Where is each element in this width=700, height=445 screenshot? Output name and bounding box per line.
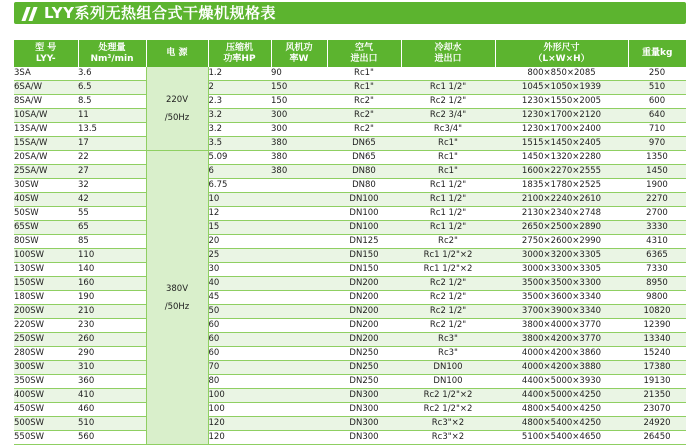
cell-weight: 12390 (628, 319, 686, 333)
table-row (14, 263, 686, 277)
cell-air: DN80 (327, 179, 401, 193)
cell-hp: 12 (208, 207, 271, 221)
cell-fan: 150 (271, 81, 327, 95)
cell-air: DN250 (327, 361, 401, 375)
table-row (14, 207, 686, 221)
cell-weight: 19130 (628, 375, 686, 389)
cell-dims: 4000×4200×3880 (495, 361, 628, 375)
cell-flow: 410 (78, 389, 146, 403)
cell-weight: 17380 (628, 361, 686, 375)
cell-dims: 4400×5000×3930 (495, 375, 628, 389)
cell-air: DN100 (327, 207, 401, 221)
cell-model: 20SA/W (14, 151, 78, 165)
cell-dims: 3000×3300×3305 (495, 263, 628, 277)
cell-air: DN200 (327, 333, 401, 347)
cell-hp: 120 (208, 417, 271, 431)
cell-air: DN250 (327, 347, 401, 361)
cell-air: Rc2" (327, 95, 401, 109)
cell-weight: 4310 (628, 235, 686, 249)
header-water: 冷却水 进出口 (401, 40, 495, 67)
table-row (14, 81, 686, 95)
cell-model: 65SW (14, 221, 78, 235)
cell-air: Rc2" (327, 109, 401, 123)
cell-air: DN100 (327, 193, 401, 207)
cell-water: Rc2 1/2" (401, 319, 495, 333)
cell-hp: 10 (208, 193, 271, 207)
cell-weight: 710 (628, 123, 686, 137)
cell-flow: 11 (78, 109, 146, 123)
cell-model: 100SW (14, 249, 78, 263)
cell-weight: 1900 (628, 179, 686, 193)
cell-model: 220SW (14, 319, 78, 333)
cell-fan (271, 221, 327, 235)
cell-flow: 17 (78, 137, 146, 151)
cell-weight: 7330 (628, 263, 686, 277)
page-title: LYY系列无热组合式干燥机规格表 (44, 4, 276, 22)
table-row (14, 333, 686, 347)
cell-fan: 300 (271, 123, 327, 137)
cell-flow: 160 (78, 277, 146, 291)
cell-air: DN300 (327, 389, 401, 403)
header-model: 型 号 LYY- (14, 40, 78, 67)
cell-fan (271, 347, 327, 361)
cell-fan (271, 207, 327, 221)
cell-dims: 1835×1780×2525 (495, 179, 628, 193)
cell-model: 10SA/W (14, 109, 78, 123)
cell-fan: 300 (271, 109, 327, 123)
cell-model: 350SW (14, 375, 78, 389)
cell-dims: 2100×2240×2610 (495, 193, 628, 207)
cell-dims: 800×850×2085 (495, 67, 628, 81)
table-row (14, 249, 686, 263)
table-row (14, 403, 686, 417)
cell-water: Rc1 1/2" (401, 81, 495, 95)
cell-flow: 22 (78, 151, 146, 165)
cell-water: Rc2 3/4" (401, 109, 495, 123)
cell-weight: 15240 (628, 347, 686, 361)
cell-dims: 1045×1050×1939 (495, 81, 628, 95)
cell-fan (271, 249, 327, 263)
cell-flow: 55 (78, 207, 146, 221)
cell-water: Rc2 1/2"×2 (401, 403, 495, 417)
cell-flow: 190 (78, 291, 146, 305)
cell-air: DN150 (327, 249, 401, 263)
cell-model: 500SW (14, 417, 78, 431)
table-row (14, 417, 686, 431)
cell-water: Rc2" (401, 235, 495, 249)
cell-fan (271, 179, 327, 193)
cell-fan (271, 389, 327, 403)
cell-water: DN100 (401, 375, 495, 389)
cell-air: DN65 (327, 151, 401, 165)
cell-air: DN200 (327, 291, 401, 305)
table-row (14, 319, 686, 333)
cell-model: 200SW (14, 305, 78, 319)
cell-hp: 80 (208, 375, 271, 389)
cell-hp: 25 (208, 249, 271, 263)
cell-model: 50SW (14, 207, 78, 221)
cell-air: DN100 (327, 221, 401, 235)
title-bar (14, 2, 686, 24)
cell-model: 15SA/W (14, 137, 78, 151)
cell-model: 550SW (14, 431, 78, 445)
cell-flow: 42 (78, 193, 146, 207)
cell-water (401, 67, 495, 81)
cell-dims: 3700×3900×3340 (495, 305, 628, 319)
cell-dims: 3800×4000×3770 (495, 319, 628, 333)
table-row (14, 193, 686, 207)
cell-water: Rc1" (401, 137, 495, 151)
title-decoration (24, 6, 38, 20)
cell-hp: 5.09 (208, 151, 271, 165)
cell-dims: 3500×3500×3300 (495, 277, 628, 291)
cell-flow: 230 (78, 319, 146, 333)
cell-water: Rc1 1/2"×2 (401, 263, 495, 277)
cell-water: Rc3/4" (401, 123, 495, 137)
cell-flow: 290 (78, 347, 146, 361)
cell-weight: 3330 (628, 221, 686, 235)
cell-hp: 60 (208, 333, 271, 347)
cell-flow: 560 (78, 431, 146, 445)
cell-weight: 510 (628, 81, 686, 95)
cell-model: 3SA (14, 67, 78, 81)
cell-weight: 8950 (628, 277, 686, 291)
table-row (14, 137, 686, 151)
header-dims: 外形尺寸 （L×W×H） (495, 40, 628, 67)
cell-dims: 4400×5000×4250 (495, 389, 628, 403)
cell-model: 8SA/W (14, 95, 78, 109)
cell-model: 250SW (14, 333, 78, 347)
cell-water: Rc3"×2 (401, 417, 495, 431)
power-cell (146, 67, 208, 151)
cell-flow: 32 (78, 179, 146, 193)
cell-dims: 3800×4200×3770 (495, 333, 628, 347)
cell-flow: 140 (78, 263, 146, 277)
header-air: 空气 进出口 (327, 40, 401, 67)
power-line: /50Hz (164, 112, 190, 123)
cell-dims: 1230×1550×2005 (495, 95, 628, 109)
cell-fan (271, 431, 327, 445)
cell-hp: 2 (208, 81, 271, 95)
cell-fan (271, 333, 327, 347)
cell-dims: 1450×1320×2280 (495, 151, 628, 165)
cell-model: 130SW (14, 263, 78, 277)
cell-hp: 100 (208, 403, 271, 417)
cell-dims: 3500×3600×3340 (495, 291, 628, 305)
cell-air: Rc1" (327, 81, 401, 95)
cell-water: Rc1 1/2"×2 (401, 249, 495, 263)
cell-model: 40SW (14, 193, 78, 207)
cell-water: Rc1" (401, 165, 495, 179)
cell-dims: 1515×1450×2405 (495, 137, 628, 151)
table-row (14, 431, 686, 445)
cell-water: Rc2 1/2"×2 (401, 389, 495, 403)
cell-hp: 45 (208, 291, 271, 305)
table-row (14, 277, 686, 291)
cell-air: DN80 (327, 165, 401, 179)
cell-water: DN100 (401, 361, 495, 375)
cell-weight: 1450 (628, 165, 686, 179)
cell-dims: 4800×5400×4250 (495, 417, 628, 431)
cell-fan: 380 (271, 151, 327, 165)
cell-fan (271, 319, 327, 333)
cell-water: Rc1 1/2" (401, 193, 495, 207)
table-row (14, 291, 686, 305)
cell-water: Rc2 1/2" (401, 277, 495, 291)
cell-dims: 1230×1700×2120 (495, 109, 628, 123)
cell-weight: 9800 (628, 291, 686, 305)
cell-fan (271, 291, 327, 305)
cell-flow: 310 (78, 361, 146, 375)
cell-dims: 1230×1700×2400 (495, 123, 628, 137)
cell-dims: 2130×2340×2748 (495, 207, 628, 221)
cell-air: DN65 (327, 137, 401, 151)
cell-dims: 2650×2500×2890 (495, 221, 628, 235)
cell-water: Rc1 1/2" (401, 221, 495, 235)
cell-hp: 70 (208, 361, 271, 375)
cell-weight: 2270 (628, 193, 686, 207)
cell-air: DN300 (327, 417, 401, 431)
cell-fan (271, 193, 327, 207)
cell-fan: 90 (271, 67, 327, 81)
power-line: 380V (165, 283, 189, 294)
cell-hp: 3.2 (208, 109, 271, 123)
cell-dims: 4000×4200×3860 (495, 347, 628, 361)
cell-air: DN200 (327, 305, 401, 319)
cell-air: DN150 (327, 263, 401, 277)
cell-weight: 21350 (628, 389, 686, 403)
table-row (14, 109, 686, 123)
cell-air: DN125 (327, 235, 401, 249)
cell-hp: 6 (208, 165, 271, 179)
cell-water: Rc1 1/2" (401, 179, 495, 193)
cell-fan (271, 235, 327, 249)
table-row (14, 165, 686, 179)
header-power: 电 源 (146, 40, 208, 67)
cell-model: 300SW (14, 361, 78, 375)
cell-air: Rc1" (327, 67, 401, 81)
cell-flow: 27 (78, 165, 146, 179)
table-row (14, 375, 686, 389)
spec-table-body (14, 67, 686, 445)
cell-hp: 120 (208, 431, 271, 445)
cell-hp: 1.2 (208, 67, 271, 81)
cell-fan (271, 403, 327, 417)
cell-water: Rc3"×2 (401, 431, 495, 445)
cell-fan (271, 417, 327, 431)
header-row (14, 40, 686, 67)
cell-flow: 260 (78, 333, 146, 347)
cell-flow: 3.6 (78, 67, 146, 81)
power-line: /50Hz (164, 301, 190, 312)
cell-weight: 26450 (628, 431, 686, 445)
cell-weight: 13340 (628, 333, 686, 347)
cell-flow: 110 (78, 249, 146, 263)
cell-weight: 1350 (628, 151, 686, 165)
cell-model: 400SW (14, 389, 78, 403)
cell-flow: 85 (78, 235, 146, 249)
cell-fan (271, 375, 327, 389)
cell-fan (271, 277, 327, 291)
cell-model: 450SW (14, 403, 78, 417)
table-row (14, 151, 686, 165)
cell-weight: 600 (628, 95, 686, 109)
cell-hp: 60 (208, 347, 271, 361)
cell-water: Rc3" (401, 347, 495, 361)
header-fan: 风机功 率W (271, 40, 327, 67)
cell-weight: 2700 (628, 207, 686, 221)
cell-air: DN200 (327, 319, 401, 333)
cell-dims: 5100×5400×4650 (495, 431, 628, 445)
cell-air: DN200 (327, 277, 401, 291)
cell-hp: 6.75 (208, 179, 271, 193)
cell-fan: 380 (271, 137, 327, 151)
table-row (14, 389, 686, 403)
table-row (14, 123, 686, 137)
cell-dims: 3000×3200×3305 (495, 249, 628, 263)
cell-model: 180SW (14, 291, 78, 305)
cell-fan (271, 361, 327, 375)
cell-air: DN250 (327, 375, 401, 389)
cell-hp: 3.5 (208, 137, 271, 151)
cell-flow: 65 (78, 221, 146, 235)
cell-water: Rc2 1/2" (401, 305, 495, 319)
table-row (14, 347, 686, 361)
cell-model: 25SA/W (14, 165, 78, 179)
cell-hp: 40 (208, 277, 271, 291)
cell-hp: 50 (208, 305, 271, 319)
cell-flow: 460 (78, 403, 146, 417)
table-row (14, 179, 686, 193)
cell-flow: 510 (78, 417, 146, 431)
cell-flow: 210 (78, 305, 146, 319)
table-row (14, 235, 686, 249)
cell-air: DN300 (327, 431, 401, 445)
header-hp: 压缩机 功率HP (208, 40, 271, 67)
cell-hp: 2.3 (208, 95, 271, 109)
table-row (14, 95, 686, 109)
cell-flow: 13.5 (78, 123, 146, 137)
cell-flow: 360 (78, 375, 146, 389)
cell-hp: 60 (208, 319, 271, 333)
cell-weight: 970 (628, 137, 686, 151)
cell-water: Rc2 1/2" (401, 291, 495, 305)
header-flow: 处理量 Nm³/min (78, 40, 146, 67)
cell-model: 80SW (14, 235, 78, 249)
cell-flow: 8.5 (78, 95, 146, 109)
cell-air: DN300 (327, 403, 401, 417)
table-row (14, 361, 686, 375)
table-row (14, 221, 686, 235)
cell-hp: 20 (208, 235, 271, 249)
cell-model: 150SW (14, 277, 78, 291)
cell-air: Rc2" (327, 123, 401, 137)
spec-table (14, 40, 686, 445)
table-row (14, 67, 686, 81)
cell-dims: 4800×5400×4250 (495, 403, 628, 417)
cell-fan (271, 263, 327, 277)
cell-water: Rc2 1/2" (401, 95, 495, 109)
table-row (14, 305, 686, 319)
cell-hp: 100 (208, 389, 271, 403)
header-weight: 重量kg (628, 40, 686, 67)
cell-model: 13SA/W (14, 123, 78, 137)
cell-model: 6SA/W (14, 81, 78, 95)
cell-water: Rc1" (401, 151, 495, 165)
cell-hp: 30 (208, 263, 271, 277)
power-cell (146, 151, 208, 445)
cell-model: 280SW (14, 347, 78, 361)
cell-weight: 10820 (628, 305, 686, 319)
cell-dims: 1600×2270×2555 (495, 165, 628, 179)
cell-dims: 2750×2600×2990 (495, 235, 628, 249)
power-line: 220V (165, 94, 189, 105)
cell-water: Rc3" (401, 333, 495, 347)
cell-water: Rc1 1/2" (401, 207, 495, 221)
cell-fan: 380 (271, 165, 327, 179)
cell-weight: 6365 (628, 249, 686, 263)
cell-fan: 150 (271, 95, 327, 109)
cell-hp: 3.2 (208, 123, 271, 137)
cell-hp: 15 (208, 221, 271, 235)
cell-fan (271, 305, 327, 319)
cell-weight: 24920 (628, 417, 686, 431)
cell-weight: 250 (628, 67, 686, 81)
cell-model: 30SW (14, 179, 78, 193)
cell-weight: 640 (628, 109, 686, 123)
cell-weight: 23070 (628, 403, 686, 417)
cell-flow: 6.5 (78, 81, 146, 95)
